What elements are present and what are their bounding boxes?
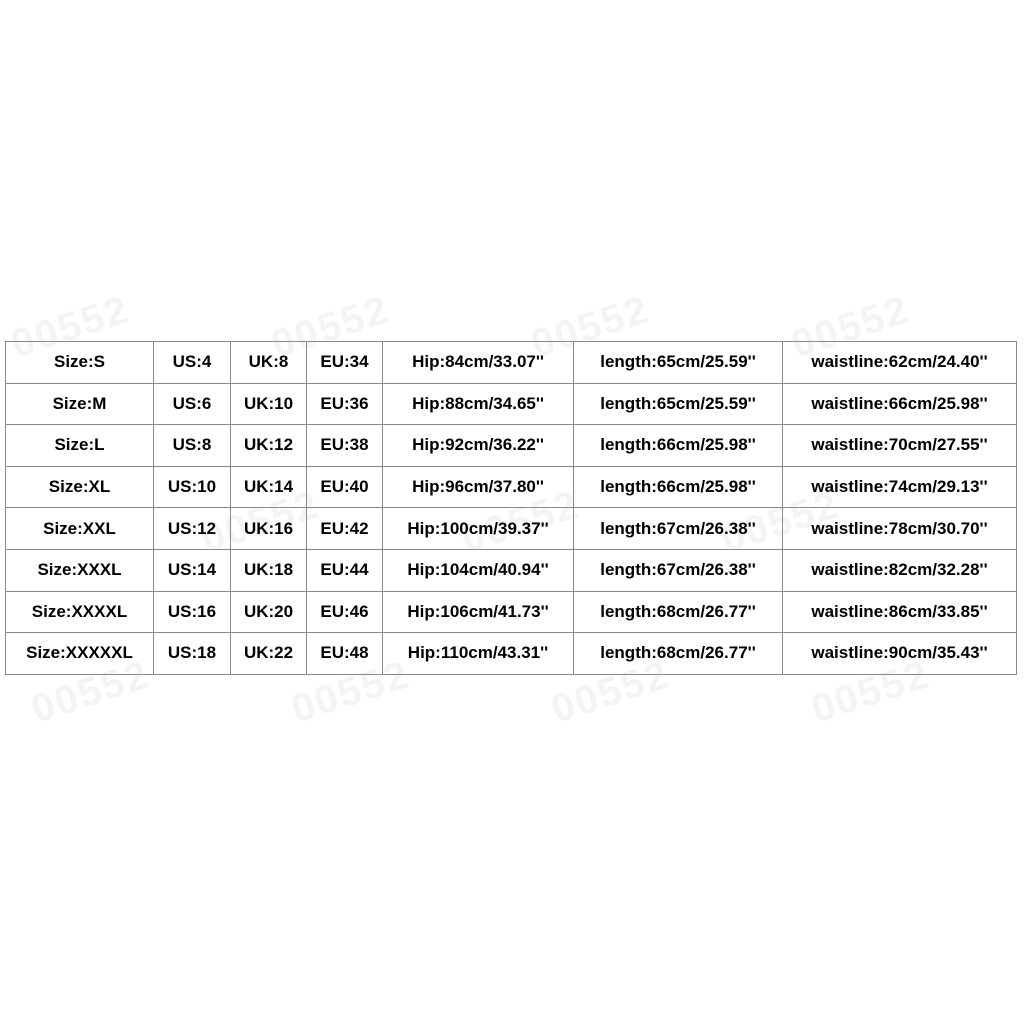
length-cell: length:67cm/26.38'' — [574, 549, 783, 591]
waistline-cell: waistline:90cm/35.43'' — [783, 633, 1017, 675]
eu-size-cell: EU:40 — [307, 466, 383, 508]
hip-cell: Hip:84cm/33.07'' — [383, 342, 574, 384]
waistline-cell: waistline:86cm/33.85'' — [783, 591, 1017, 633]
us-size-cell: US:16 — [154, 591, 231, 633]
length-cell: length:68cm/26.77'' — [574, 591, 783, 633]
length-cell: length:68cm/26.77'' — [574, 633, 783, 675]
waistline-cell: waistline:78cm/30.70'' — [783, 508, 1017, 550]
eu-size-cell: EU:46 — [307, 591, 383, 633]
us-size-cell: US:18 — [154, 633, 231, 675]
hip-cell: Hip:92cm/36.22'' — [383, 425, 574, 467]
uk-size-cell: UK:20 — [231, 591, 307, 633]
uk-size-cell: UK:18 — [231, 549, 307, 591]
waistline-cell: waistline:62cm/24.40'' — [783, 342, 1017, 384]
table-row — [6, 549, 1017, 591]
eu-size-cell: EU:34 — [307, 342, 383, 384]
eu-size-cell: EU:48 — [307, 633, 383, 675]
us-size-cell: US:6 — [154, 383, 231, 425]
size-cell: Size:XXXXXL — [6, 633, 154, 675]
eu-size-cell: EU:42 — [307, 508, 383, 550]
hip-cell: Hip:110cm/43.31'' — [383, 633, 574, 675]
table-row — [6, 508, 1017, 550]
table-row — [6, 591, 1017, 633]
waistline-cell: waistline:66cm/25.98'' — [783, 383, 1017, 425]
length-cell: length:66cm/25.98'' — [574, 466, 783, 508]
hip-cell: Hip:96cm/37.80'' — [383, 466, 574, 508]
table-row — [6, 466, 1017, 508]
waistline-cell: waistline:70cm/27.55'' — [783, 425, 1017, 467]
waistline-cell: waistline:82cm/32.28'' — [783, 549, 1017, 591]
length-cell: length:67cm/26.38'' — [574, 508, 783, 550]
uk-size-cell: UK:22 — [231, 633, 307, 675]
eu-size-cell: EU:44 — [307, 549, 383, 591]
uk-size-cell: UK:14 — [231, 466, 307, 508]
us-size-cell: US:12 — [154, 508, 231, 550]
hip-cell: Hip:106cm/41.73'' — [383, 591, 574, 633]
table-row — [6, 342, 1017, 384]
size-chart-table — [5, 341, 1017, 675]
hip-cell: Hip:100cm/39.37'' — [383, 508, 574, 550]
us-size-cell: US:4 — [154, 342, 231, 384]
size-cell: Size:XXXL — [6, 549, 154, 591]
us-size-cell: US:8 — [154, 425, 231, 467]
uk-size-cell: UK:12 — [231, 425, 307, 467]
size-cell: Size:XL — [6, 466, 154, 508]
uk-size-cell: UK:10 — [231, 383, 307, 425]
waistline-cell: waistline:74cm/29.13'' — [783, 466, 1017, 508]
size-cell: Size:L — [6, 425, 154, 467]
table-row — [6, 383, 1017, 425]
length-cell: length:66cm/25.98'' — [574, 425, 783, 467]
uk-size-cell: UK:8 — [231, 342, 307, 384]
eu-size-cell: EU:38 — [307, 425, 383, 467]
length-cell: length:65cm/25.59'' — [574, 342, 783, 384]
table-row — [6, 425, 1017, 467]
uk-size-cell: UK:16 — [231, 508, 307, 550]
size-cell: Size:S — [6, 342, 154, 384]
us-size-cell: US:14 — [154, 549, 231, 591]
size-cell: Size:XXL — [6, 508, 154, 550]
size-cell: Size:M — [6, 383, 154, 425]
hip-cell: Hip:104cm/40.94'' — [383, 549, 574, 591]
length-cell: length:65cm/25.59'' — [574, 383, 783, 425]
eu-size-cell: EU:36 — [307, 383, 383, 425]
table-row — [6, 633, 1017, 675]
us-size-cell: US:10 — [154, 466, 231, 508]
size-cell: Size:XXXXL — [6, 591, 154, 633]
hip-cell: Hip:88cm/34.65'' — [383, 383, 574, 425]
